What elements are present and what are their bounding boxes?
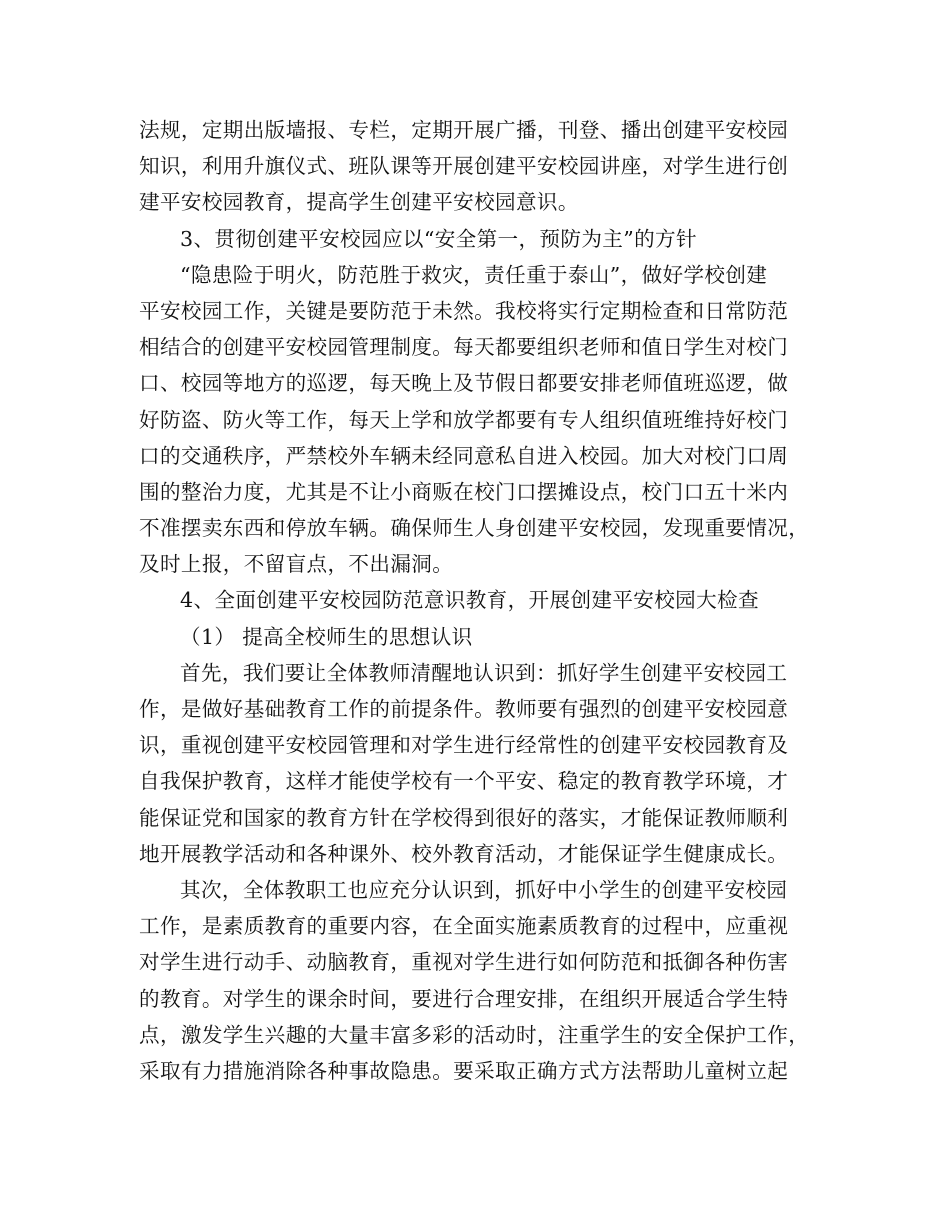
text-line: 作，是做好基础教育工作的前提条件。教师要有强烈的创建平安校园意 [139, 697, 789, 721]
section-heading-4 [139, 582, 815, 618]
text-line: 能保证党和国家的教育方针在学校得到很好的落实，才能保证教师顺利 [139, 805, 789, 830]
text-line: “隐患险于明火，防范胜于救灾，责任重于泰山”，做好学校创建 [180, 262, 768, 287]
text-line: 围的整治力度，尤其是不让小商贩在校门口摆摊设点，校门口五十米内 [139, 479, 789, 504]
text-line: 工作，是素质教育的重要内容，在全面实施素质教育的过程中，应重视 [139, 914, 789, 939]
text-line: 的教育。对学生的课余时间，要进行合理安排，在组织开展适合学生特 [139, 986, 789, 1011]
text-line: 4、全面创建平安校园防范意识教育，开展创建平安校园大检查 [180, 588, 759, 613]
text-line: 地开展教学活动和各种课外、校外教育活动，才能保证学生健康成长。 [139, 841, 789, 866]
text-line: 识，重视创建平安校园管理和对学生进行经常性的创建平安校园教育及 [139, 733, 789, 758]
paragraph-publicity [139, 112, 815, 221]
text-line: 建平安校园教育，提高学生创建平安校园意识。 [139, 190, 579, 215]
text-line: 相结合的创建平安校园管理制度。每天都要组织老师和值日学生对校门 [139, 335, 789, 360]
text-line: 其次，全体教职工也应充分认识到，抓好中小学生的创建平安校园 [180, 877, 788, 902]
text-line: 法规，定期出版墙报、专栏，定期开展广播，刊登、播出创建平安校园 [139, 118, 789, 142]
text-line: （1） 提高全校师生的思想认识 [180, 624, 473, 649]
document-body [139, 112, 815, 1089]
text-line: 及时上报，不留盲点，不出漏洞。 [139, 552, 454, 577]
paragraph-first [139, 655, 815, 872]
text-line: 平安校园工作，关键是要防范于未然。我校将实行定期检查和日常防范 [139, 298, 789, 323]
text-line: 自我保护教育，这样才能使学校有一个平安、稳定的教育教学环境，才 [139, 769, 789, 794]
text-line: 口的交通秩序，严禁校外车辆未经同意私自进入校园。加大对校门口周 [139, 443, 789, 468]
text-line: 不准摆卖东西和停放车辆。确保师生人身创建平安校园，发现重要情况， [139, 516, 810, 541]
text-line: 好防盗、防火等工作，每天上学和放学都要有专人组织值班维持好校门 [139, 407, 789, 432]
paragraph-prevention [139, 257, 815, 583]
section-heading-3 [139, 221, 815, 257]
text-line: 3、贯彻创建平安校园应以“安全第一，预防为主”的方针 [180, 226, 697, 251]
text-line: 首先，我们要让全体教师清醒地认识到：抓好学生创建平安校园工 [180, 660, 788, 685]
subsection-heading-1 [139, 619, 815, 655]
paragraph-second [139, 872, 815, 1089]
text-line: 采取有力措施消除各种事故隐患。要采取正确方式方法帮助儿童树立起 [139, 1058, 789, 1083]
text-line: 知识，利用升旗仪式、班队课等开展创建平安校园讲座，对学生进行创 [139, 154, 789, 179]
text-line: 点，激发学生兴趣的大量丰富多彩的活动时，注重学生的安全保护工作， [139, 1022, 810, 1047]
text-line: 口、校园等地方的巡逻，每天晚上及节假日都要安排老师值班巡逻，做 [139, 371, 789, 396]
text-line: 对学生进行动手、动脑教育，重视对学生进行如何防范和抵御各种伤害 [139, 950, 789, 975]
